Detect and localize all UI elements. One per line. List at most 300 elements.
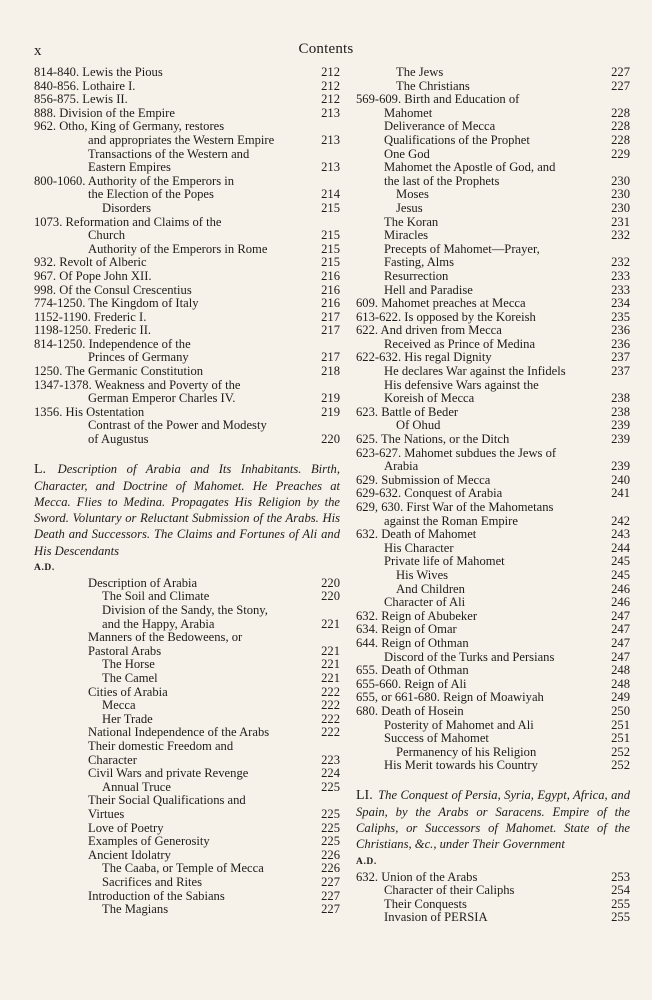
toc-entry-text: Permanency of his Religion (396, 744, 537, 759)
toc-entry-text: Qualifications of the Prophet (384, 132, 530, 147)
right-column (356, 66, 630, 925)
toc-entry-page: 239 (611, 418, 630, 433)
toc-entry-text: 962. Otho, King of Germany, restores (34, 119, 225, 134)
toc-entry (356, 911, 630, 925)
toc-entry-page: 255 (611, 896, 630, 911)
toc-entry-page: 243 (611, 527, 630, 542)
toc-entry (356, 501, 630, 515)
toc-entry-page: 224 (321, 766, 340, 781)
toc-entry (34, 577, 340, 591)
toc-entry-text: Resurrection (384, 268, 449, 283)
toc-entry-page: 230 (611, 173, 630, 188)
toc-entry (34, 699, 340, 713)
toc-entry-page: 233 (611, 268, 630, 283)
toc-entry-page: 222 (321, 725, 340, 740)
toc-entry (34, 216, 340, 230)
toc-entry-text: 622-632. His regal Dignity (356, 350, 492, 365)
toc-entry-page: 215 (321, 200, 340, 215)
toc-entry-page: 236 (611, 323, 630, 338)
toc-entry (34, 781, 340, 795)
toc-entry-text: Moses (396, 187, 429, 202)
toc-entry-page: 239 (611, 432, 630, 447)
toc-entry-text: Invasion of PERSIA (384, 910, 488, 925)
toc-entry-page: 244 (611, 540, 630, 555)
toc-entry-page: 251 (611, 731, 630, 746)
toc-entry (356, 691, 630, 705)
toc-entry-text: 814-840. Lewis the Pious (34, 65, 163, 79)
toc-entry (356, 379, 630, 393)
toc-entry-text: 609. Mahomet preaches at Mecca (356, 296, 526, 311)
toc-entry-page: 245 (611, 567, 630, 582)
toc-entry (356, 884, 630, 898)
toc-entry-text: Pastoral Arabs (88, 643, 162, 658)
toc-entry (34, 80, 340, 94)
toc-entry (34, 890, 340, 904)
toc-entry (34, 338, 340, 352)
toc-entry-text: Virtues (88, 806, 125, 821)
toc-entry-text: Mahomet the Apostle of God, and (384, 160, 556, 175)
toc-entry-page: 239 (611, 459, 630, 474)
toc-entry (356, 515, 630, 529)
toc-entry-text: Arabia (384, 459, 419, 474)
toc-entry-page: 220 (321, 589, 340, 604)
toc-entry-text: Contrast of the Power and Modesty (88, 418, 267, 433)
toc-entry-text: Transactions of the Western and (88, 146, 250, 161)
toc-entry (34, 93, 340, 107)
toc-entry (356, 148, 630, 162)
toc-entry-page: 228 (611, 119, 630, 134)
toc-entry-text: the last of the Prophets (384, 173, 500, 188)
toc-entry-page: 253 (611, 869, 630, 884)
toc-entry (356, 678, 630, 692)
toc-entry-text: Description of Arabia (88, 575, 198, 590)
toc-entry-text: 888. Division of the Empire (34, 105, 175, 120)
toc-entry (356, 474, 630, 488)
toc-entry (356, 583, 630, 597)
toc-entry-page: 227 (611, 65, 630, 79)
toc-entry (356, 569, 630, 583)
toc-entry (356, 664, 630, 678)
toc-entry (356, 93, 630, 107)
toc-entry (34, 658, 340, 672)
toc-entry-text: 632. Death of Mahomet (356, 527, 477, 542)
toc-entry-text: 632. Reign of Abubeker (356, 608, 478, 623)
toc-entry-page: 227 (321, 874, 340, 889)
toc-entry-page: 252 (611, 758, 630, 773)
toc-entry-page: 231 (611, 214, 630, 229)
toc-entry-page: 232 (611, 228, 630, 243)
toc-entry-page: 246 (611, 581, 630, 596)
toc-entry (356, 705, 630, 719)
toc-entry-page: 216 (321, 282, 340, 297)
toc-entry-text: The Soil and Climate (102, 589, 210, 604)
toc-entry-page: 217 (321, 350, 340, 365)
toc-entry-text: 655-660. Reign of Ali (356, 676, 467, 691)
toc-entry-page: 255 (611, 910, 630, 925)
toc-entry (34, 686, 340, 700)
toc-entry-text: Eastern Empires (88, 160, 171, 175)
toc-entry-text: Character of Ali (384, 595, 466, 610)
toc-entry (34, 726, 340, 740)
chapter-heading (34, 461, 340, 559)
toc-entry-page: 237 (611, 364, 630, 379)
toc-entry-page: 247 (611, 622, 630, 637)
toc-entry-text: Their Conquests (384, 896, 467, 911)
toc-entry (34, 419, 340, 433)
toc-entry-page: 227 (321, 888, 340, 903)
toc-entry-text: Love of Poetry (88, 820, 164, 835)
toc-entry-text: 644. Reign of Othman (356, 635, 469, 650)
toc-entry (34, 862, 340, 876)
toc-entry-page: 227 (611, 78, 630, 93)
toc-entry (356, 719, 630, 733)
toc-entry-page: 228 (611, 105, 630, 120)
chapter-number: L. (34, 461, 47, 477)
toc-entry-page: 242 (611, 513, 630, 528)
toc-entry-text: 629, 630. First War of the Mahometans (356, 500, 554, 514)
toc-entry-text: Annual Truce (102, 779, 171, 794)
toc-entry-text: Posterity of Mahomet and Ali (384, 717, 534, 732)
toc-entry-text: And Children (396, 581, 465, 596)
toc-entry-text: His defensive Wars against the (384, 377, 539, 392)
toc-entry-text: 629-632. Conquest of Arabia (356, 486, 503, 501)
toc-entry-text: 622. And driven from Mecca (356, 323, 502, 338)
toc-entry-text: Mecca (102, 698, 136, 713)
toc-entry-page: 228 (611, 132, 630, 147)
toc-entry (356, 759, 630, 773)
chapter-heading (356, 787, 630, 853)
toc-entry-page: 238 (611, 391, 630, 406)
toc-entry-text: Mahomet (384, 105, 433, 120)
toc-entry-text: and appropriates the Western Empire (88, 132, 275, 147)
toc-entry-text: 856-875. Lewis II. (34, 92, 128, 107)
toc-entry-page: 215 (321, 228, 340, 243)
toc-entry (34, 297, 340, 311)
toc-entry (34, 822, 340, 836)
toc-entry-page: 250 (611, 703, 630, 718)
toc-entry (356, 433, 630, 447)
toc-entry-text: Of Ohud (396, 418, 441, 433)
toc-entry (356, 623, 630, 637)
toc-entry-text: 1250. The Germanic Constitution (34, 364, 204, 379)
toc-entry-page: 213 (321, 105, 340, 120)
toc-entry-page: 219 (321, 391, 340, 406)
toc-entry-text: 623. Battle of Beder (356, 404, 459, 419)
toc-entry-text: 569-609. Birth and Education of (356, 92, 520, 107)
toc-entry-page: 212 (321, 92, 340, 107)
toc-entry-text: 840-856. Lothaire I. (34, 78, 136, 93)
toc-entry (356, 202, 630, 216)
toc-entry (34, 754, 340, 768)
toc-entry (34, 188, 340, 202)
toc-entry-text: 1198-1250. Frederic II. (34, 323, 152, 338)
toc-entry (34, 794, 340, 808)
toc-entry (356, 351, 630, 365)
toc-entry-page: 221 (321, 616, 340, 631)
ad-label: A.D. (356, 856, 377, 867)
toc-entry-page: 232 (611, 255, 630, 270)
toc-entry-text: Fasting, Alms (384, 255, 454, 270)
toc-entry-text: The Camel (102, 671, 158, 685)
toc-entry-text: 634. Reign of Omar (356, 622, 457, 637)
toc-entry (34, 256, 340, 270)
left-entries-bottom (34, 577, 340, 917)
toc-entry (356, 487, 630, 501)
toc-entry-text: Character of their Caliphs (384, 883, 515, 898)
toc-entry (356, 392, 630, 406)
toc-entry-text: Authority of the Emperors in Rome (88, 241, 268, 256)
toc-entry-page: 237 (611, 350, 630, 365)
page-header (34, 43, 618, 63)
toc-entry (356, 270, 630, 284)
toc-entry (34, 767, 340, 781)
toc-entry (356, 175, 630, 189)
toc-entry-text: 625. The Nations, or the Ditch (356, 432, 510, 447)
toc-entry-text: Division of the Sandy, the Stony, (102, 603, 268, 618)
toc-entry (34, 849, 340, 863)
toc-entry-text: Koreish of Mecca (384, 391, 475, 406)
page-number: x (34, 43, 42, 59)
toc-entry-page: 220 (321, 432, 340, 447)
toc-entry-text: Princes of Germany (88, 350, 189, 365)
toc-entry (356, 161, 630, 175)
toc-entry-text: National Independence of the Arabs (88, 725, 270, 740)
toc-entry (356, 528, 630, 542)
toc-entry-text: 998. Of the Consul Crescentius (34, 282, 192, 297)
toc-entry (356, 188, 630, 202)
toc-entry (356, 284, 630, 298)
toc-entry-text: Character (88, 752, 137, 767)
toc-entry-text: 613-622. Is opposed by the Koreish (356, 309, 536, 324)
toc-entry-page: 235 (611, 309, 630, 324)
toc-entry-page: 216 (321, 268, 340, 283)
toc-entry-text: 1073. Reformation and Claims of the (34, 214, 222, 229)
toc-entry (34, 379, 340, 393)
toc-entry (34, 645, 340, 659)
toc-entry-text: 655. Death of Othman (356, 663, 469, 678)
toc-entry-text: Examples of Generosity (88, 834, 210, 849)
toc-entry-page: 223 (321, 752, 340, 767)
toc-entry (356, 610, 630, 624)
toc-entry (356, 134, 630, 148)
toc-entry-page: 230 (611, 200, 630, 215)
toc-entry (34, 876, 340, 890)
toc-entry (34, 618, 340, 632)
toc-entry-text: 632. Union of the Arabs (356, 869, 478, 884)
toc-entry-page: 225 (321, 820, 340, 835)
toc-entry-text: Her Trade (102, 711, 153, 726)
toc-entry-text: Private life of Mahomet (384, 554, 505, 569)
toc-entry (356, 732, 630, 746)
left-column (34, 66, 340, 917)
toc-entry (34, 365, 340, 379)
toc-entry-page: 252 (611, 744, 630, 759)
toc-entry-text: 629. Submission of Mecca (356, 472, 491, 487)
toc-entry (356, 324, 630, 338)
toc-entry (34, 672, 340, 686)
toc-entry (34, 351, 340, 365)
toc-entry (356, 365, 630, 379)
toc-entry-page: 220 (321, 575, 340, 590)
toc-entry-text: Sacrifices and Rites (102, 874, 203, 889)
toc-entry-text: Introduction of the Sabians (88, 888, 225, 903)
toc-entry-text: Precepts of Mahomet—Prayer, (384, 241, 540, 256)
toc-entry (34, 631, 340, 645)
toc-entry-text: Success of Mahomet (384, 731, 489, 746)
toc-entry-text: Their domestic Freedom and (88, 738, 234, 753)
toc-entry-text: German Emperor Charles IV. (88, 391, 236, 406)
left-entries-top (34, 66, 340, 447)
toc-entry (34, 590, 340, 604)
toc-entry-page: 225 (321, 779, 340, 794)
chapter-number: LI. (356, 787, 373, 803)
toc-entry-text: His Character (384, 540, 454, 555)
toc-entry-page: 219 (321, 404, 340, 419)
toc-entry (34, 148, 340, 162)
toc-entry (356, 746, 630, 760)
toc-entry (34, 324, 340, 338)
toc-entry (356, 406, 630, 420)
toc-entry-text: The Christians (396, 78, 470, 93)
toc-entry-page: 241 (611, 486, 630, 501)
toc-entry (356, 229, 630, 243)
toc-entry-text: the Election of the Popes (88, 187, 214, 202)
toc-entry-page: 225 (321, 834, 340, 849)
toc-entry-page: 213 (321, 160, 340, 175)
toc-entry-text: Jesus (396, 200, 423, 215)
chapter-title: Description of Arabia and Its Inhabitants. Birth, Character, and Doctrine of Mahomet. He Preaches at Mecca. Flies to Medina. Propagates His Religion by the Sword. Voluntary or Reluctant Submission of the Arabs. His Death and Successors. The Claims and Fortunes of Ali and His Descendants (34, 461, 340, 558)
toc-entry (356, 596, 630, 610)
toc-entry-page: 217 (321, 309, 340, 324)
toc-entry-text: Ancient Idolatry (88, 847, 171, 862)
toc-entry (356, 66, 630, 80)
chapter-title: The Conquest of Persia, Syria, Egypt, Africa, and Spain, by the Arabs or Saracens. Empire of the Caliphs, or Successors of Mahomet. State of the Christians, &c., under Their Government (356, 787, 630, 852)
toc-entry-text: 623-627. Mahomet subdues the Jews of (356, 445, 557, 460)
toc-entry-page: 227 (321, 902, 340, 917)
toc-entry (356, 80, 630, 94)
toc-entry (34, 107, 340, 121)
toc-entry-text: and the Happy, Arabia (102, 616, 215, 631)
toc-entry-page: 249 (611, 690, 630, 705)
toc-entry (34, 66, 340, 80)
right-entries-top (356, 66, 630, 773)
toc-entry-text: The Caaba, or Temple of Mecca (102, 861, 264, 876)
toc-entry (356, 338, 630, 352)
toc-entry-page: 222 (321, 698, 340, 713)
toc-entry-text: Their Social Qualifications and (88, 793, 246, 808)
toc-entry-page: 247 (611, 635, 630, 650)
toc-entry (356, 256, 630, 270)
toc-entry-text: The Koran (384, 214, 439, 229)
toc-entry-page: 213 (321, 132, 340, 147)
toc-entry (34, 202, 340, 216)
toc-entry-page: 212 (321, 78, 340, 93)
toc-entry (356, 311, 630, 325)
toc-entry (356, 651, 630, 665)
toc-entry-text: He declares War against the Infidels (384, 364, 566, 379)
toc-entry-text: Hell and Paradise (384, 282, 473, 297)
toc-entry-text: 655, or 661-680. Reign of Moawiyah (356, 690, 544, 705)
toc-entry-page: 226 (321, 861, 340, 876)
toc-entry-text: Civil Wars and private Revenge (88, 766, 249, 781)
toc-entry (356, 297, 630, 311)
toc-entry (34, 433, 340, 447)
toc-entry (34, 134, 340, 148)
toc-entry (34, 311, 340, 325)
toc-entry-text: 814-1250. Independence of the (34, 336, 191, 351)
toc-entry-page: 226 (321, 847, 340, 862)
toc-entry-text: 800-1060. Authority of the Emperors in (34, 173, 235, 188)
page-title: Contents (298, 41, 354, 57)
toc-entry (356, 460, 630, 474)
toc-entry (356, 447, 630, 461)
toc-entry-page: 225 (321, 806, 340, 821)
toc-entry-page: 254 (611, 883, 630, 898)
toc-entry-page: 218 (321, 364, 340, 379)
toc-entry-page: 221 (321, 643, 340, 658)
toc-entry (356, 871, 630, 885)
toc-entry (356, 555, 630, 569)
toc-entry-text: 1152-1190. Frederic I. (34, 309, 147, 324)
toc-entry-text: of Augustus (88, 432, 149, 447)
toc-entry-page: 230 (611, 187, 630, 202)
toc-entry (356, 107, 630, 121)
toc-entry-text: Received as Prince of Medina (384, 336, 536, 351)
toc-entry-page: 236 (611, 336, 630, 351)
toc-entry-text: Deliverance of Mecca (384, 119, 496, 134)
toc-entry-page: 212 (321, 65, 340, 79)
toc-entry (356, 637, 630, 651)
toc-entry-text: Disorders (102, 200, 151, 215)
right-entries-bottom (356, 871, 630, 925)
toc-entry-text: The Jews (396, 65, 444, 79)
toc-entry (34, 120, 340, 134)
toc-entry-page: 240 (611, 472, 630, 487)
toc-entry-text: The Magians (102, 902, 169, 917)
toc-entry-text: 680. Death of Hosein (356, 703, 464, 718)
toc-entry (34, 175, 340, 189)
toc-entry (34, 903, 340, 917)
toc-entry (356, 120, 630, 134)
toc-entry (34, 243, 340, 257)
toc-entry-text: Discord of the Turks and Persians (384, 649, 555, 664)
toc-entry-page: 248 (611, 676, 630, 691)
toc-entry (356, 898, 630, 912)
toc-entry-page: 234 (611, 296, 630, 311)
toc-entry-text: 1347-1378. Weakness and Poverty of the (34, 377, 241, 392)
toc-entry-page: 214 (321, 187, 340, 202)
toc-entry-page: 217 (321, 323, 340, 338)
toc-entry-text: Church (88, 228, 126, 243)
toc-entry-page: 247 (611, 649, 630, 664)
toc-entry-page: 221 (321, 671, 340, 685)
toc-entry-page: 247 (611, 608, 630, 623)
toc-entry-text: The Horse (102, 657, 155, 672)
toc-entry-text: His Wives (396, 567, 449, 582)
toc-entry-text: 1356. His Ostentation (34, 404, 145, 419)
ad-label: A.D. (34, 562, 55, 573)
toc-entry-text: against the Roman Empire (384, 513, 518, 528)
toc-entry-page: 245 (611, 554, 630, 569)
toc-entry-page: 222 (321, 684, 340, 699)
toc-entry-page: 215 (321, 255, 340, 270)
toc-entry-page: 215 (321, 241, 340, 256)
toc-entry (34, 392, 340, 406)
toc-entry-text: Cities of Arabia (88, 684, 168, 699)
toc-entry (34, 406, 340, 420)
toc-entry-page: 246 (611, 595, 630, 610)
toc-entry (34, 740, 340, 754)
